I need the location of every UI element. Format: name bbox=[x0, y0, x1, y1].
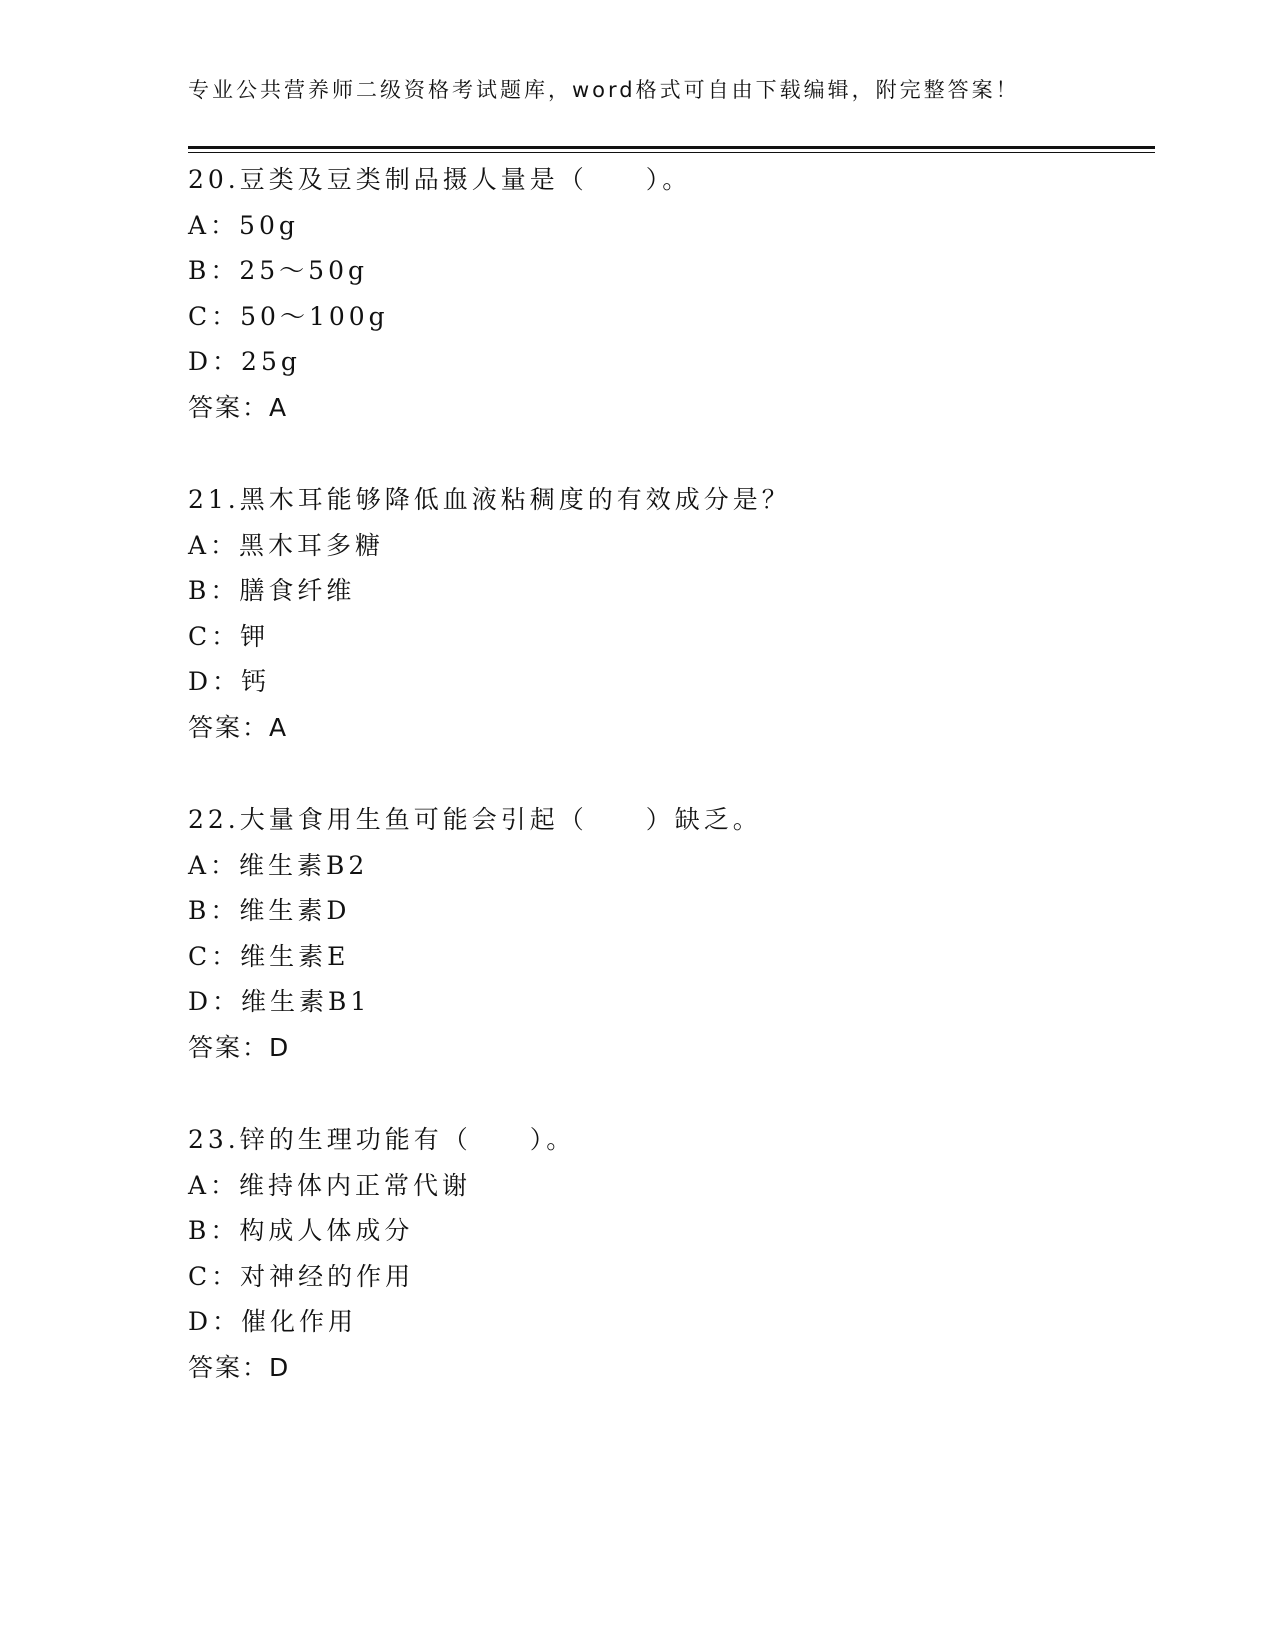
answer-line: 答案：A bbox=[188, 392, 289, 422]
option-d: D：25g bbox=[188, 347, 301, 376]
option-c: C：50～100g bbox=[188, 301, 389, 331]
question-stem: 20.豆类及豆类制品摄人量是（ ）。 bbox=[188, 165, 692, 194]
header-rule-thick bbox=[188, 146, 1155, 149]
option-b: B：构成人体成分 bbox=[188, 1216, 414, 1245]
option-a: A：50g bbox=[188, 210, 299, 240]
option-d: D：维生素B1 bbox=[188, 987, 371, 1016]
option-d: D：钙 bbox=[188, 667, 271, 696]
question-list bbox=[188, 157, 1155, 1437]
option-b: B：膳食纤维 bbox=[188, 576, 356, 605]
option-a: A：维持体内正常代谢 bbox=[188, 1170, 472, 1200]
question-22 bbox=[188, 797, 1155, 1070]
question-stem: 23.锌的生理功能有（ ）。 bbox=[188, 1125, 576, 1154]
option-b: B：25～50g bbox=[188, 256, 368, 285]
option-c: C：钾 bbox=[188, 621, 270, 651]
option-c: C：对神经的作用 bbox=[188, 1261, 415, 1291]
answer-line: 答案：D bbox=[188, 1032, 291, 1062]
page-header: 专业公共营养师二级资格考试题库，word格式可自由下载编辑，附完整答案！ bbox=[188, 78, 1020, 102]
question-stem: 21.黑木耳能够降低血液粘稠度的有效成分是？ bbox=[188, 485, 791, 514]
question-21 bbox=[188, 477, 1155, 750]
option-b: B：维生素D bbox=[188, 896, 351, 925]
option-a: A：黑木耳多糖 bbox=[188, 530, 385, 560]
answer-line: 答案：A bbox=[188, 712, 289, 742]
option-a: A：维生素B2 bbox=[188, 850, 369, 880]
option-d: D：催化作用 bbox=[188, 1307, 358, 1336]
answer-line: 答案：D bbox=[188, 1352, 291, 1382]
question-stem: 22.大量食用生鱼可能会引起（ ）缺乏。 bbox=[188, 805, 762, 834]
question-23 bbox=[188, 1117, 1155, 1390]
question-20 bbox=[188, 157, 1155, 430]
option-c: C：维生素E bbox=[188, 941, 350, 971]
header-rule-thin bbox=[188, 152, 1155, 153]
